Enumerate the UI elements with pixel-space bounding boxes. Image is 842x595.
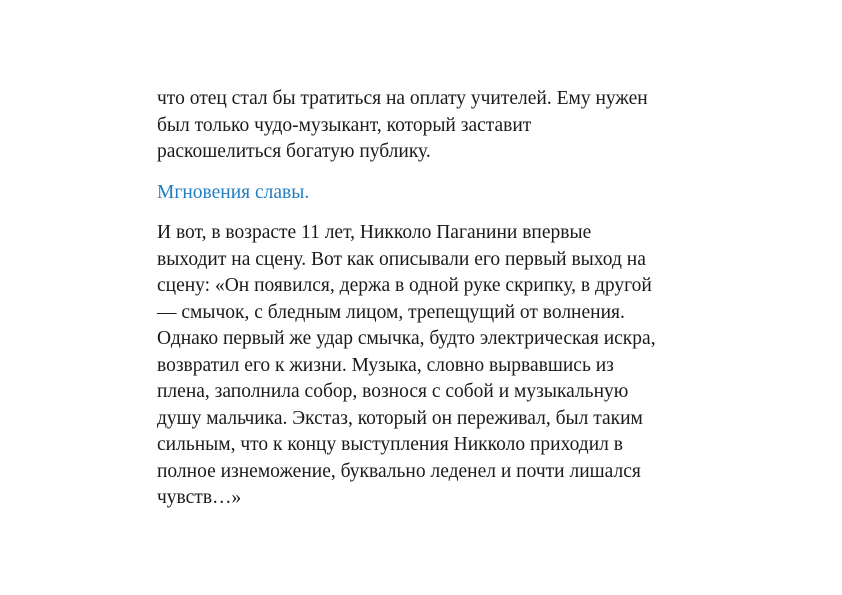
text-line: — смычок, с бледным лицом, трепещущий от волнения.: [157, 301, 625, 323]
section-heading: Мгновения славы.: [157, 181, 310, 203]
paragraph-intro: [157, 86, 737, 166]
text-line: раскошелиться богатую публику.: [157, 141, 431, 162]
text-line: И вот, в возрасте 11 лет, Никколо Паганини впервые: [157, 222, 592, 243]
document-content: [157, 86, 737, 512]
text-line: сильным, что к концу выступления Никколо приходил в: [157, 434, 623, 455]
text-line: плена, заполнила собор, вознося с собой и музыкальную: [157, 381, 629, 402]
paragraph-main: [157, 220, 737, 512]
text-line: был только чудо-музыкант, который заставит: [157, 114, 532, 136]
text-line: что отец стал бы тратиться на оплату учителей. Ему нужен: [157, 88, 648, 109]
text-line: сцену: «Он появился, держа в одной руке скрипку, в другой: [157, 275, 652, 296]
text-line: возвратил его к жизни. Музыка, словно вырвавшись из: [157, 354, 614, 376]
text-line: полное изнеможение, буквально леденел и почти лишался: [157, 460, 641, 482]
text-line: чувств…»: [157, 487, 242, 508]
text-line: выходит на сцену. Вот как описывали его первый выход на: [157, 248, 646, 270]
text-line: душу мальчика. Экстаз, который он переживал, был таким: [157, 407, 643, 429]
text-line: Однако первый же удар смычка, будто электрическая искра,: [157, 328, 656, 349]
